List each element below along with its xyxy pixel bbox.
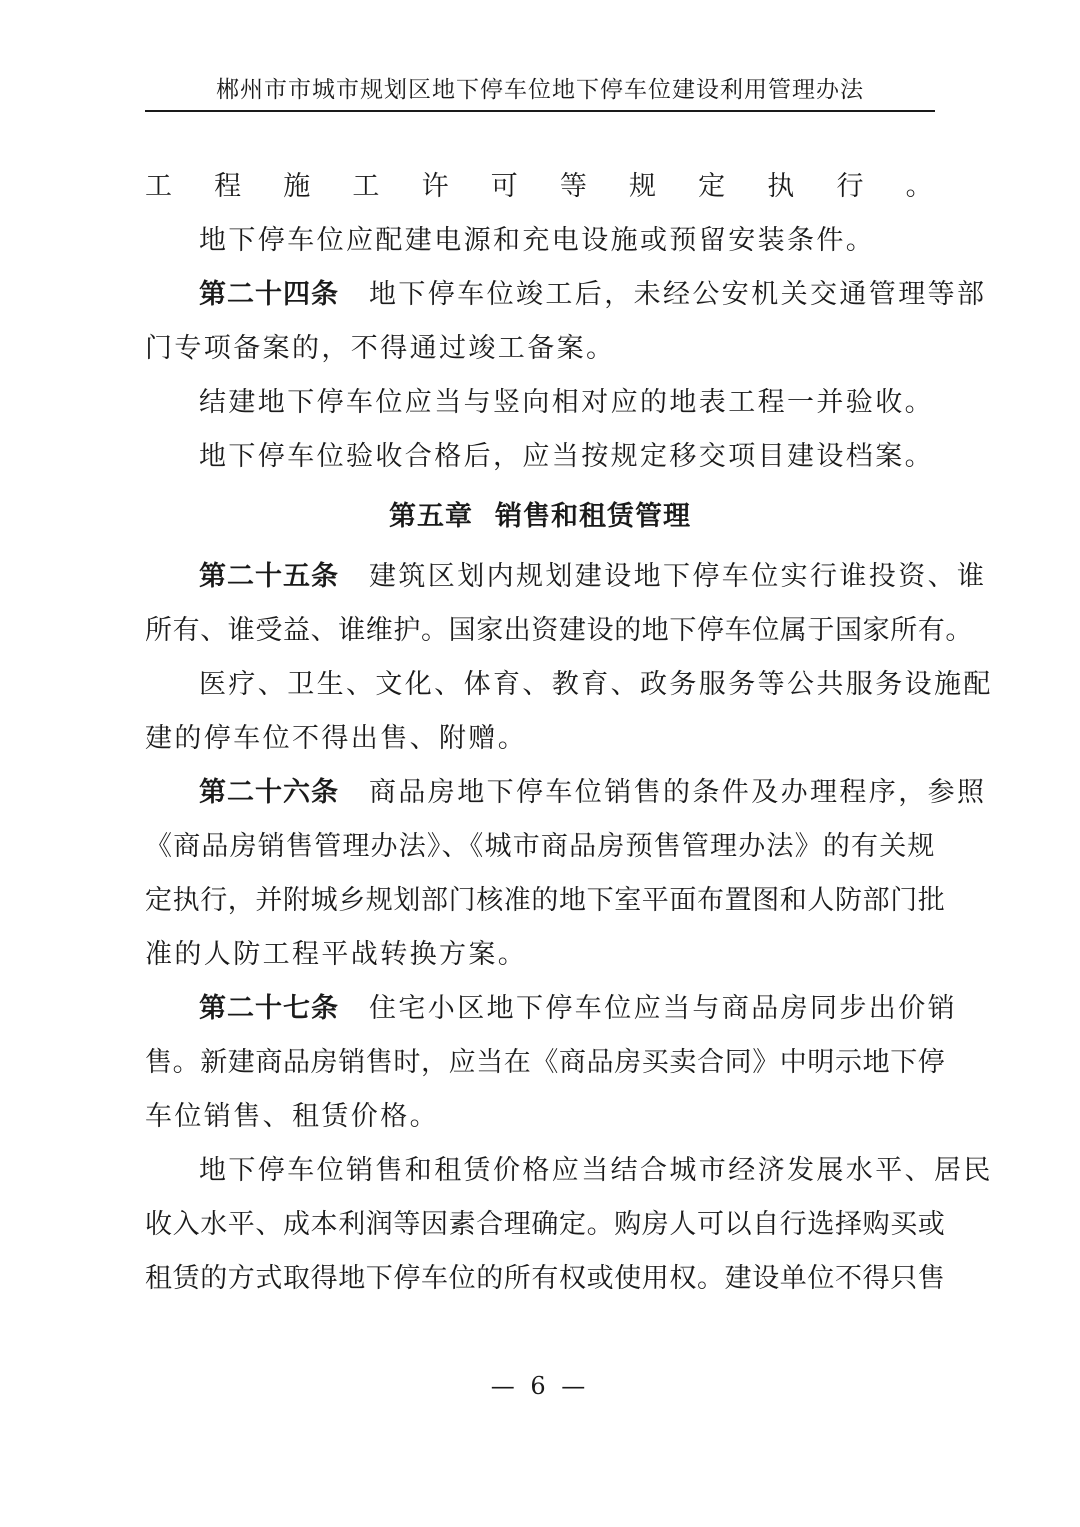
article-title: 第二十四条	[199, 279, 339, 310]
page-number: — 6 —	[490, 1372, 590, 1400]
paragraph-line: 准的人防工程平战转换方案。	[145, 939, 528, 970]
article-title: 第二十五条	[199, 561, 339, 592]
paragraph-line: 收入水平、成本利润等因素合理确定。购房人可以自行选择购买或	[145, 1209, 946, 1240]
running-header: 郴州市市城市规划区地下停车位地下停车位建设利用管理办法	[216, 77, 864, 103]
paragraph-line: 建的停车位不得出售、附赠。	[145, 723, 528, 754]
article-27-line	[145, 982, 957, 1036]
article-text: 住宅小区地下停车位应当与商品房同步出价销	[369, 993, 957, 1024]
article-title: 第二十七条	[199, 993, 339, 1024]
chapter-title: 销售和租赁管理	[495, 501, 691, 532]
paragraph-line: 租赁的方式取得地下停车位的所有权或使用权。建设单位不得只售	[145, 1263, 946, 1294]
paragraph-line: 《商品房销售管理办法》、《城市商品房预售管理办法》的有关规	[145, 831, 935, 862]
paragraph-line: 工程施工许可等规定执行。	[145, 171, 935, 202]
article-text: 地下停车位竣工后，未经公安机关交通管理等部	[369, 279, 987, 310]
paragraph-line: 门专项备案的，不得通过竣工备案。	[145, 333, 616, 364]
article-24-line	[145, 268, 987, 322]
paragraph-line: 车位销售、租赁价格。	[145, 1101, 439, 1132]
paragraph-line: 售。新建商品房销售时，应当在《商品房买卖合同》中明示地下停	[145, 1047, 946, 1078]
paragraph-line: 所有、谁受益、谁维护。国家出资建设的地下停车位属于国家所有。	[145, 615, 973, 646]
paragraph-line: 结建地下停车位应当与竖向相对应的地表工程一并验收。	[199, 387, 934, 418]
chapter-heading	[145, 490, 935, 544]
article-26-line	[145, 766, 987, 820]
paragraph-line: 医疗、卫生、文化、体育、教育、政务服务等公共服务设施配	[199, 669, 993, 700]
paragraph-line: 地下停车位验收合格后，应当按规定移交项目建设档案。	[199, 441, 934, 472]
paragraph-line: 地下停车位销售和租赁价格应当结合城市经济发展水平、居民	[199, 1155, 993, 1186]
header-rule	[145, 110, 935, 112]
document-body	[145, 160, 993, 1306]
paragraph-line: 地下停车位应配建电源和充电设施或预留安装条件。	[199, 225, 876, 256]
article-text: 建筑区划内规划建设地下停车位实行谁投资、谁	[369, 561, 987, 592]
article-title: 第二十六条	[199, 777, 339, 808]
article-text: 商品房地下停车位销售的条件及办理程序，参照	[369, 777, 987, 808]
chapter-number: 第五章	[389, 501, 473, 532]
article-25-line	[145, 550, 987, 604]
paragraph-line: 定执行，并附城乡规划部门核准的地下室平面布置图和人防部门批	[145, 885, 946, 916]
